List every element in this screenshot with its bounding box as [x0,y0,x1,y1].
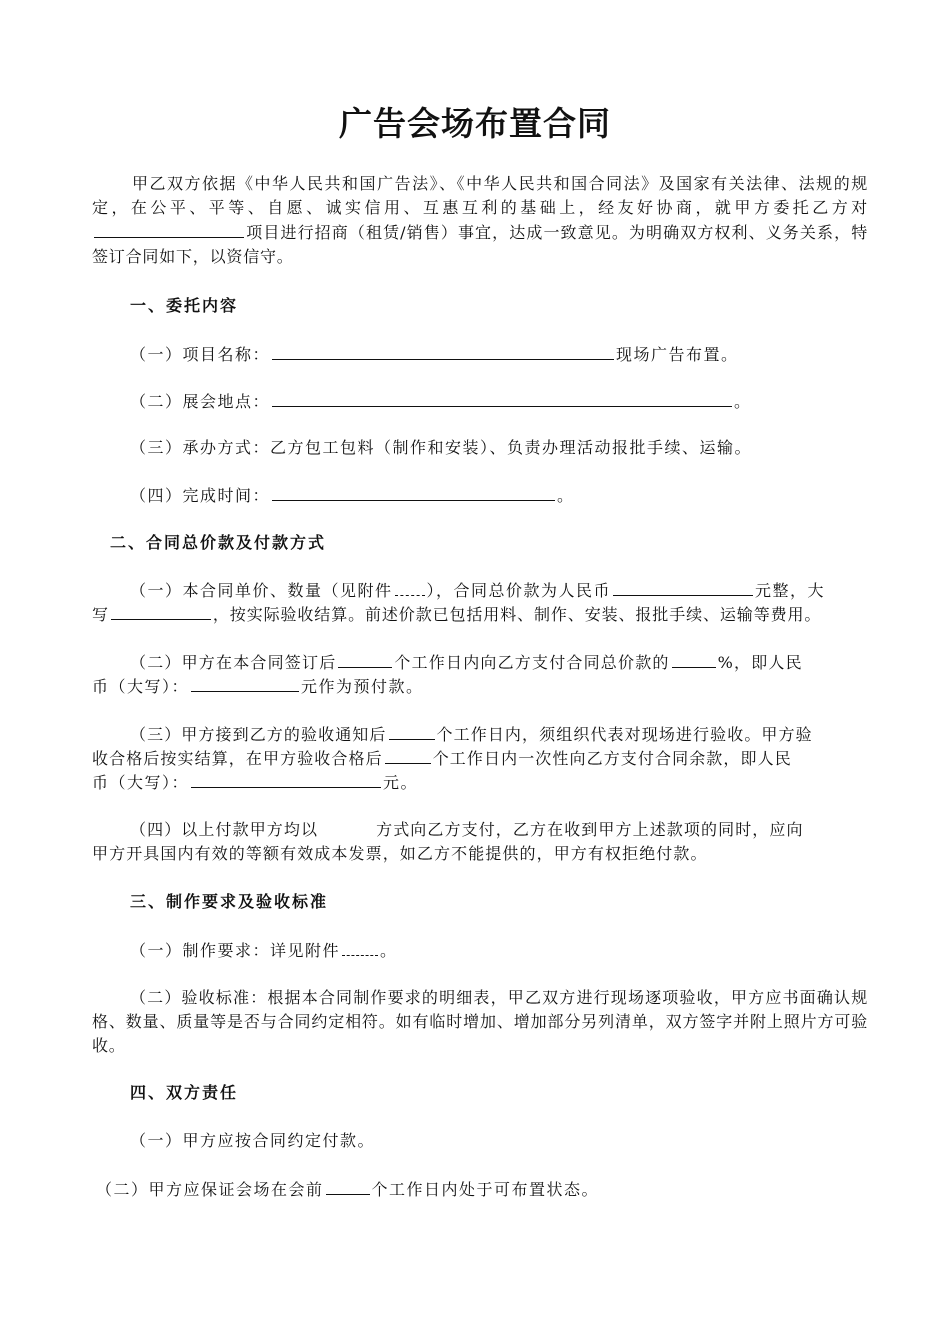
section4-heading: 四、双方责任 [130,1083,239,1102]
section2-p2-text-d: 币（大写）： [92,677,190,696]
acceptance-days-blank[interactable] [389,722,435,740]
production-requirement-text: （一）制作要求：详见附件 [130,941,341,960]
section2-p3-text-c: 收合格后按实结算，在甲方验收合格后 [92,749,383,768]
venue-ready-days-blank[interactable] [326,1177,370,1195]
section2-p2-text-c: %，即人民 [717,653,803,672]
production-appendix-blank[interactable] [342,938,378,956]
section2-p3-line2 [92,746,792,771]
section1-heading: 一、委托内容 [130,296,239,315]
section2-p1-text-e: ，按实际验收结算。前述价款已包括用料、制作、安装、报批手续、运输等费用。 [212,605,822,624]
venue-label: （二）展会地点： [130,392,271,411]
section2-p4-line2: 甲方开具国内有效的等额有效成本发票，如乙方不能提供的，甲方有权拒绝付款。 [92,844,708,863]
section2-p3-line3 [92,770,418,795]
document-title: 广告会场布置合同 [339,104,611,143]
section2-p2-line2 [92,674,424,699]
section2-p4-line1 [130,818,804,842]
section1-item4 [130,483,575,508]
total-price-blank[interactable] [613,578,753,596]
section2-p2-text-e: 元作为预付款。 [301,677,424,696]
appendix-blank[interactable] [395,578,425,596]
section2-p1-line2 [92,602,821,627]
section2-p1-text-d: 写 [92,605,109,624]
section3-heading: 三、制作要求及验收标准 [130,892,329,911]
production-requirement-end: 。 [380,941,398,960]
section1-item1 [130,342,739,367]
section2-p1-text-a: （一）本合同单价、数量（见附件 [130,581,393,600]
section2-p2-text-a: （二）甲方在本合同签订后 [130,653,337,672]
section2-p1-text-b: ），合同总价款为人民币 [426,581,612,600]
prepay-days-blank[interactable] [338,650,392,668]
section4-item2 [96,1177,599,1202]
section2-p2-text-b: 个工作日内向乙方支付合同总价款的 [394,653,670,672]
project-name-blank[interactable] [272,342,614,360]
section4-item2-text-a: （二）甲方应保证会场在会前 [96,1180,324,1199]
section2-p3-text-f: 元。 [383,773,419,792]
section2-p1-line1 [130,578,825,603]
section2-heading: 二、合同总价款及付款方式 [110,533,327,552]
section4-item1: （一）甲方应按合同约定付款。 [130,1131,376,1150]
total-price-uppercase-blank[interactable] [111,602,211,620]
section2-p1-text-c: 元整，大 [755,581,826,600]
prepay-amount-blank[interactable] [191,674,299,692]
completion-time-label: （四）完成时间： [130,486,271,505]
section1-item3: （三）承办方式：乙方包工包料（制作和安装）、负责办理活动报批手续、运输。 [130,438,753,457]
project-name-label: （一）项目名称： [130,345,271,364]
completion-time-blank[interactable] [272,483,555,501]
section2-p4-text-a: （四）以上付款甲方均以 [130,820,319,839]
intro-text-part2: 项目进行招商（租赁/销售）事宜，达成一致意见。为明确双方权利、义务关系，特签订合同如下，以资信守。 [92,223,868,266]
section1-item2 [130,389,752,414]
section3-item1 [130,938,398,963]
project-name-suffix: 现场广告布置。 [616,345,739,364]
section2-p3-text-a: （三）甲方接到乙方的验收通知后 [130,725,387,744]
prepay-percent-blank[interactable] [672,650,716,668]
section2-p2-line1 [130,650,803,675]
balance-days-blank[interactable] [385,746,431,764]
section3-item2: （二）验收标准：根据本合同制作要求的明细表，甲乙双方进行现场逐项验收，甲方应书面确认规格、数量、质量等是否与合同约定相符。如有临时增加、增加部分另列清单，双方签字并附上照片方可验收。 [92,988,868,1055]
venue-suffix: 。 [734,392,752,411]
section4-item2-text-b: 个工作日内处于可布置状态。 [371,1180,600,1199]
intro-text-part1: 甲乙双方依据《中华人民共和国广告法》、《中华人民共和国合同法》及国家有关法律、法规的规定，在公平、平等、自愿、诚实信用、互惠互利的基础上，经友好协商，就甲方委托乙方对 [92,174,868,217]
intro-paragraph [92,172,868,269]
section2-p3-text-e: 币（大写）： [92,773,190,792]
section2-p3-text-b: 个工作日内，须组织代表对现场进行验收。甲方验 [436,725,813,744]
project-blank[interactable] [94,220,244,238]
section2-p3-line1 [130,722,813,747]
balance-amount-blank[interactable] [191,770,381,788]
section2-p4-text-b: 方式向乙方支付，乙方在收到甲方上述款项的同时，应向 [376,820,804,839]
section2-p3-text-d: 个工作日内一次性向乙方支付合同余款，即人民 [432,749,792,768]
venue-blank[interactable] [272,389,732,407]
completion-time-suffix: 。 [557,486,575,505]
